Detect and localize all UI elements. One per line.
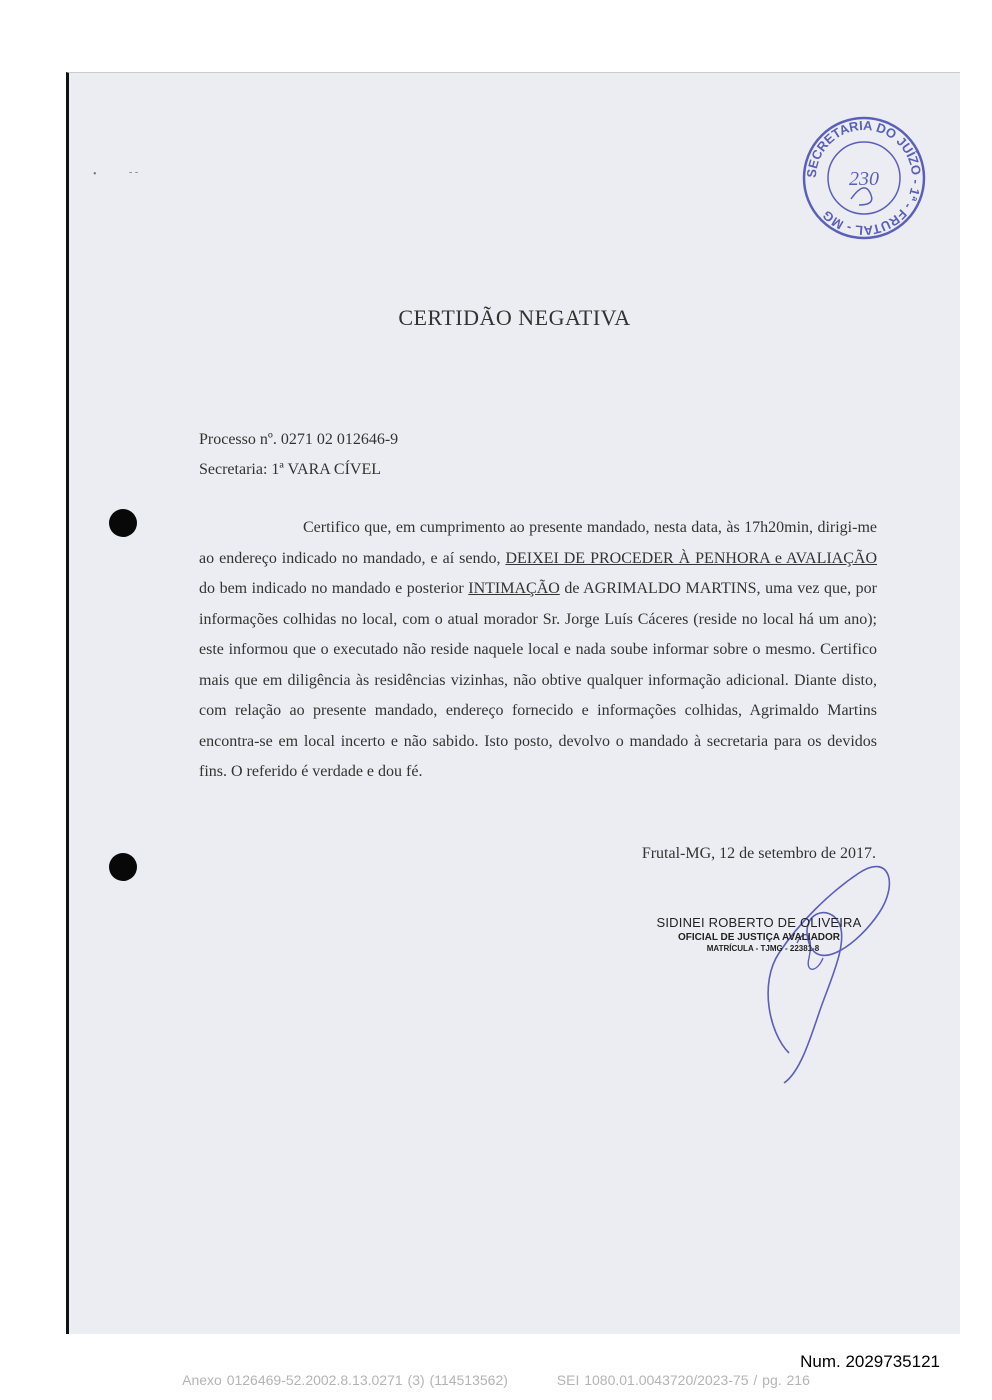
body-text-part3: de AGRIMALDO MARTINS, uma vez que, por informações colhidas no local, com o atual morador Sr. Jorge Luís Cáceres (reside no local há um ano); este informou que o executado não reside naquele local e nada soube informar sobre o mesmo. Certifico mais que em diligência às residências vizinhas, não obtive qualquer informação adicional. Diante disto, com relação ao presente mandado, endereço fornecido e informações colhidas, Agrimaldo Martins encontra-se em local incerto e não sabido. Isto posto, devolvo o mandado à secretaria para os devidos fins. O referido é verdade e dou fé.: [199, 580, 878, 780]
signatory-role: OFICIAL DE JUSTIÇA AVALIADOR: [677, 932, 841, 943]
binder-hole-bottom: [109, 853, 137, 881]
sei-reference: SEI 1080.01.0043720/2023-75 / pg. 216: [556, 1372, 810, 1388]
body-text-part1: Certifico que, em cumprimento ao presente mandado, nesta data, às 17h20min, dirigi-me ao endereço indicado no mandado, e aí sendo,: [199, 519, 877, 567]
handwritten-signature: [689, 833, 909, 1093]
scanned-page: [66, 72, 960, 1334]
body-underlined-intimation: INTIMAÇÃO: [468, 580, 560, 597]
binder-hole-top: [109, 509, 137, 537]
body-underlined-action: DEIXEI DE PROCEDER À PENHORA e AVALIAÇÃO: [505, 549, 878, 567]
signatory-name: SIDINEI ROBERTO DE OLIVEIRA: [656, 915, 862, 930]
body-text-part2: do bem indicado no mandado e posterior: [199, 580, 469, 597]
document-title: CERTIDÃO NEGATIVA: [398, 305, 631, 330]
signature-block: [629, 915, 889, 953]
document-number: Num. 2029735121: [800, 1352, 940, 1371]
certificate-body: [199, 513, 877, 788]
process-number: Processo nº. 0271 02 012646-9: [199, 431, 399, 448]
annex-reference: Anexo 0126469-52.2002.8.13.0271 (3) (114513562): [182, 1372, 508, 1388]
scan-speck: •: [93, 169, 97, 180]
court-office: Secretaria: 1ª VARA CÍVEL: [199, 461, 382, 478]
case-metadata: [199, 425, 398, 485]
stamp-page-number: 230: [849, 168, 879, 190]
court-stamp: [799, 113, 929, 243]
place-date: Frutal-MG, 12 de setembro de 2017.: [641, 845, 876, 862]
stamp-ring-text: SECRETARIA DO JUÍZO - 1ª - FRUTAL - MG: [803, 117, 925, 239]
scan-speck: - -: [129, 167, 139, 178]
footer-reference: [0, 1372, 992, 1388]
signatory-registration: MATRÍCULA - TJMG - 22381-8: [706, 944, 820, 953]
